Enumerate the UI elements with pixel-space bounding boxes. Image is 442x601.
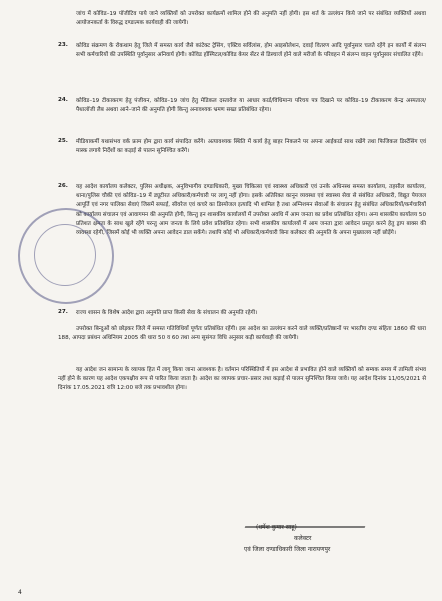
signatory-name: (धर्मेश कुमार साहू) (256, 524, 297, 531)
seal-inner-ring (34, 224, 96, 286)
item-23-text: कोविड संक्रमण के रोकथाम हेतु जिले में समस्त कार्य जैसे कांटेक्ट ट्रेसिंग, एक्टिव सर्विलांस, होम आइसोलेशन, दवाई वितरण आदि पूर्वानुसार चलते रहेंगे इन कार्यों में संलग्न सभी कर्मचारियों की उपस्थिति पूर्वानुसार अनिवार्य होगी। कोविड हॉस्पिटल/कोविड केयर सेंटर से डिस्चार्ज होने वाले मरीजों के परिवहन में संलग्न वाहन पूर्वानुसार संचालित रहेंगे। (76, 43, 426, 59)
signatory-block (244, 522, 331, 555)
intro-paragraph: जांच में कोविड–19 पॉजीटिव पाये जाने व्यक्तियों को उपरोक्त कार्यक्रमों शामिल होने की अनुमति नहीं होगी। इस शर्त के उल्लंघन किये जाने पर संबंधित व्यक्तियों अथवा आयोजनकर्ता के विरुद्ध दण्डात्मक कार्यवाही की जायेगी। (76, 11, 426, 27)
official-seal (18, 208, 114, 304)
item-26-number: 26. (58, 183, 68, 189)
item-27-number: 27. (58, 309, 68, 315)
item-25-number: 25. (58, 138, 68, 144)
item-25-text: मीडियाकर्मी यथासंभव वर्क फ्राम होम द्वारा कार्य संपादित करेंगे। अत्यावश्यक स्थिति में कार्य हेतु बाहर निकलने पर अपना आईकार्ड साथ रखेंगे तथा फिजिकल डिस्टेंसिंग एवं मास्क लगाये निर्देशों का कड़ाई से पालन सुनिश्चित करेंगे। (76, 139, 426, 155)
item-23-number: 23. (58, 42, 68, 48)
closing-paragraph: यह आदेश जन सामान्य के व्यापक हित में लागू किया जाना आवश्यक है। वर्तमान परिस्थितियों में इस आदेश से प्रभावित होने वाले व्यक्तियों को सम्यक समय में तामिली संभव नहीं होने के कारण यह आदेश एकपक्षीय रूप से पारित किया जाता है। आदेश का व्यापक प्रचार–प्रसार तथा कड़ाई से पालन सुनिश्चित किया जावे। यह आदेश दिनांक 11/05/2021 से दिनांक 17.05.2021 रात्रि 12:00 बजे तक प्रभावशील होगा। (58, 367, 426, 392)
penalty-paragraph: उपरोक्त बिन्दुओं को छोड़कर जिले में समस्त गतिविधियाँ पूर्णतः प्रतिबंधित रहेंगी। इस आदेश का उल्लंघन करने वाले व्यक्ति/प्रतिष्ठानों पर भारतीय दण्ड संहिता 1860 की धारा 188, आपदा प्रबंधन अधिनियम 2005 की धारा 50 व 60 तथा अन्य सुसंगत विधि अनुसार कड़ी कार्यवाही की जायेगी। (58, 326, 426, 342)
item-27-text: राज्य शासन के विशेष आदेश द्वारा अनुमति प्राप्त किसी सेवा के संचालन की अनुमति रहेगी। (76, 310, 258, 316)
item-24-number: 24. (58, 97, 68, 103)
signatory-office: एवं जिला दण्डाधिकारी जिला नारायणपुर (244, 546, 331, 553)
signatory-title: कलेक्टर (294, 535, 312, 542)
page-number: 4 (18, 589, 22, 596)
item-26-text: यह आदेश कार्यालय कलेक्टर, पुलिस अधीक्षक, अनुविभागीय दण्डाधिकारी, मुख्य चिकित्सा एवं स्वास्थ्य अधिकारी एवं उनके अधिनस्थ समस्त कार्यालय, तहसील कार्यालय, थाना/पुलिस चौकी एवं कोविड–19 में ड्यूटीरत अधिकारी/कर्मचारी पर लागू नहीं होगा। इसके अतिरिक्त कानून व्यवस्था एवं स्वास्थ्य सेवा से संबंधित अधिकारी, विद्युत पेयजल आपूर्ति एवं नगर पालिका सेवाएं जिसमें सफाई, सीवरेज एवं कचरे का डिस्पोजल इत्यादि भी शामिल है तथा अग्निशमन सेवाओं के संचालन हेतु संबंधित अधिकारियों/कर्मचारियों को कार्यालय संचालन एवं आवागमन की अनुमति होगी, किन्तु इन शासकीय कार्यालयों में उपरोक्त अवधि में आम जनता का प्रवेश प्रतिबंधित रहेगा। अन्य शासकीय कार्यालय 50 प्रतिशत क्षमता के साथ खुले रहेंगे परन्तु आम जनता के लिये प्रवेश प्रतिबंधित रहेगा। सभी शासकीय कार्यालयों में आम जनता द्वारा आवेदन प्रस्तुत करने हेतु ड्राप बाक्स की व्यवस्था रहेगी, जिसमें कोई भी व्यक्ति अपना आवेदन डाल सकेंगे। तथापि कोई भी अधिकारी/कर्मचारी बिना कलेक्टर की अनुमति के अपना मुख्यालय नहीं छोड़ेंगे। (76, 184, 426, 237)
item-24-text: कोविड–19 टीकाकरण हेतु पंजीयन, कोविड–19 जांच हेतु मेडिकल दस्तावेज या आधार कार्ड/विधिमान्य परिचय पत्र दिखाने पर कोविड–19 टीकाकरण केन्द्र अस्पताल/पैथालॉजी लैब अथवा आने–जाने की अनुमति होगी किन्तु अनावश्यक भ्रमण सख्त प्रतिबंधित रहेगा। (76, 98, 426, 114)
